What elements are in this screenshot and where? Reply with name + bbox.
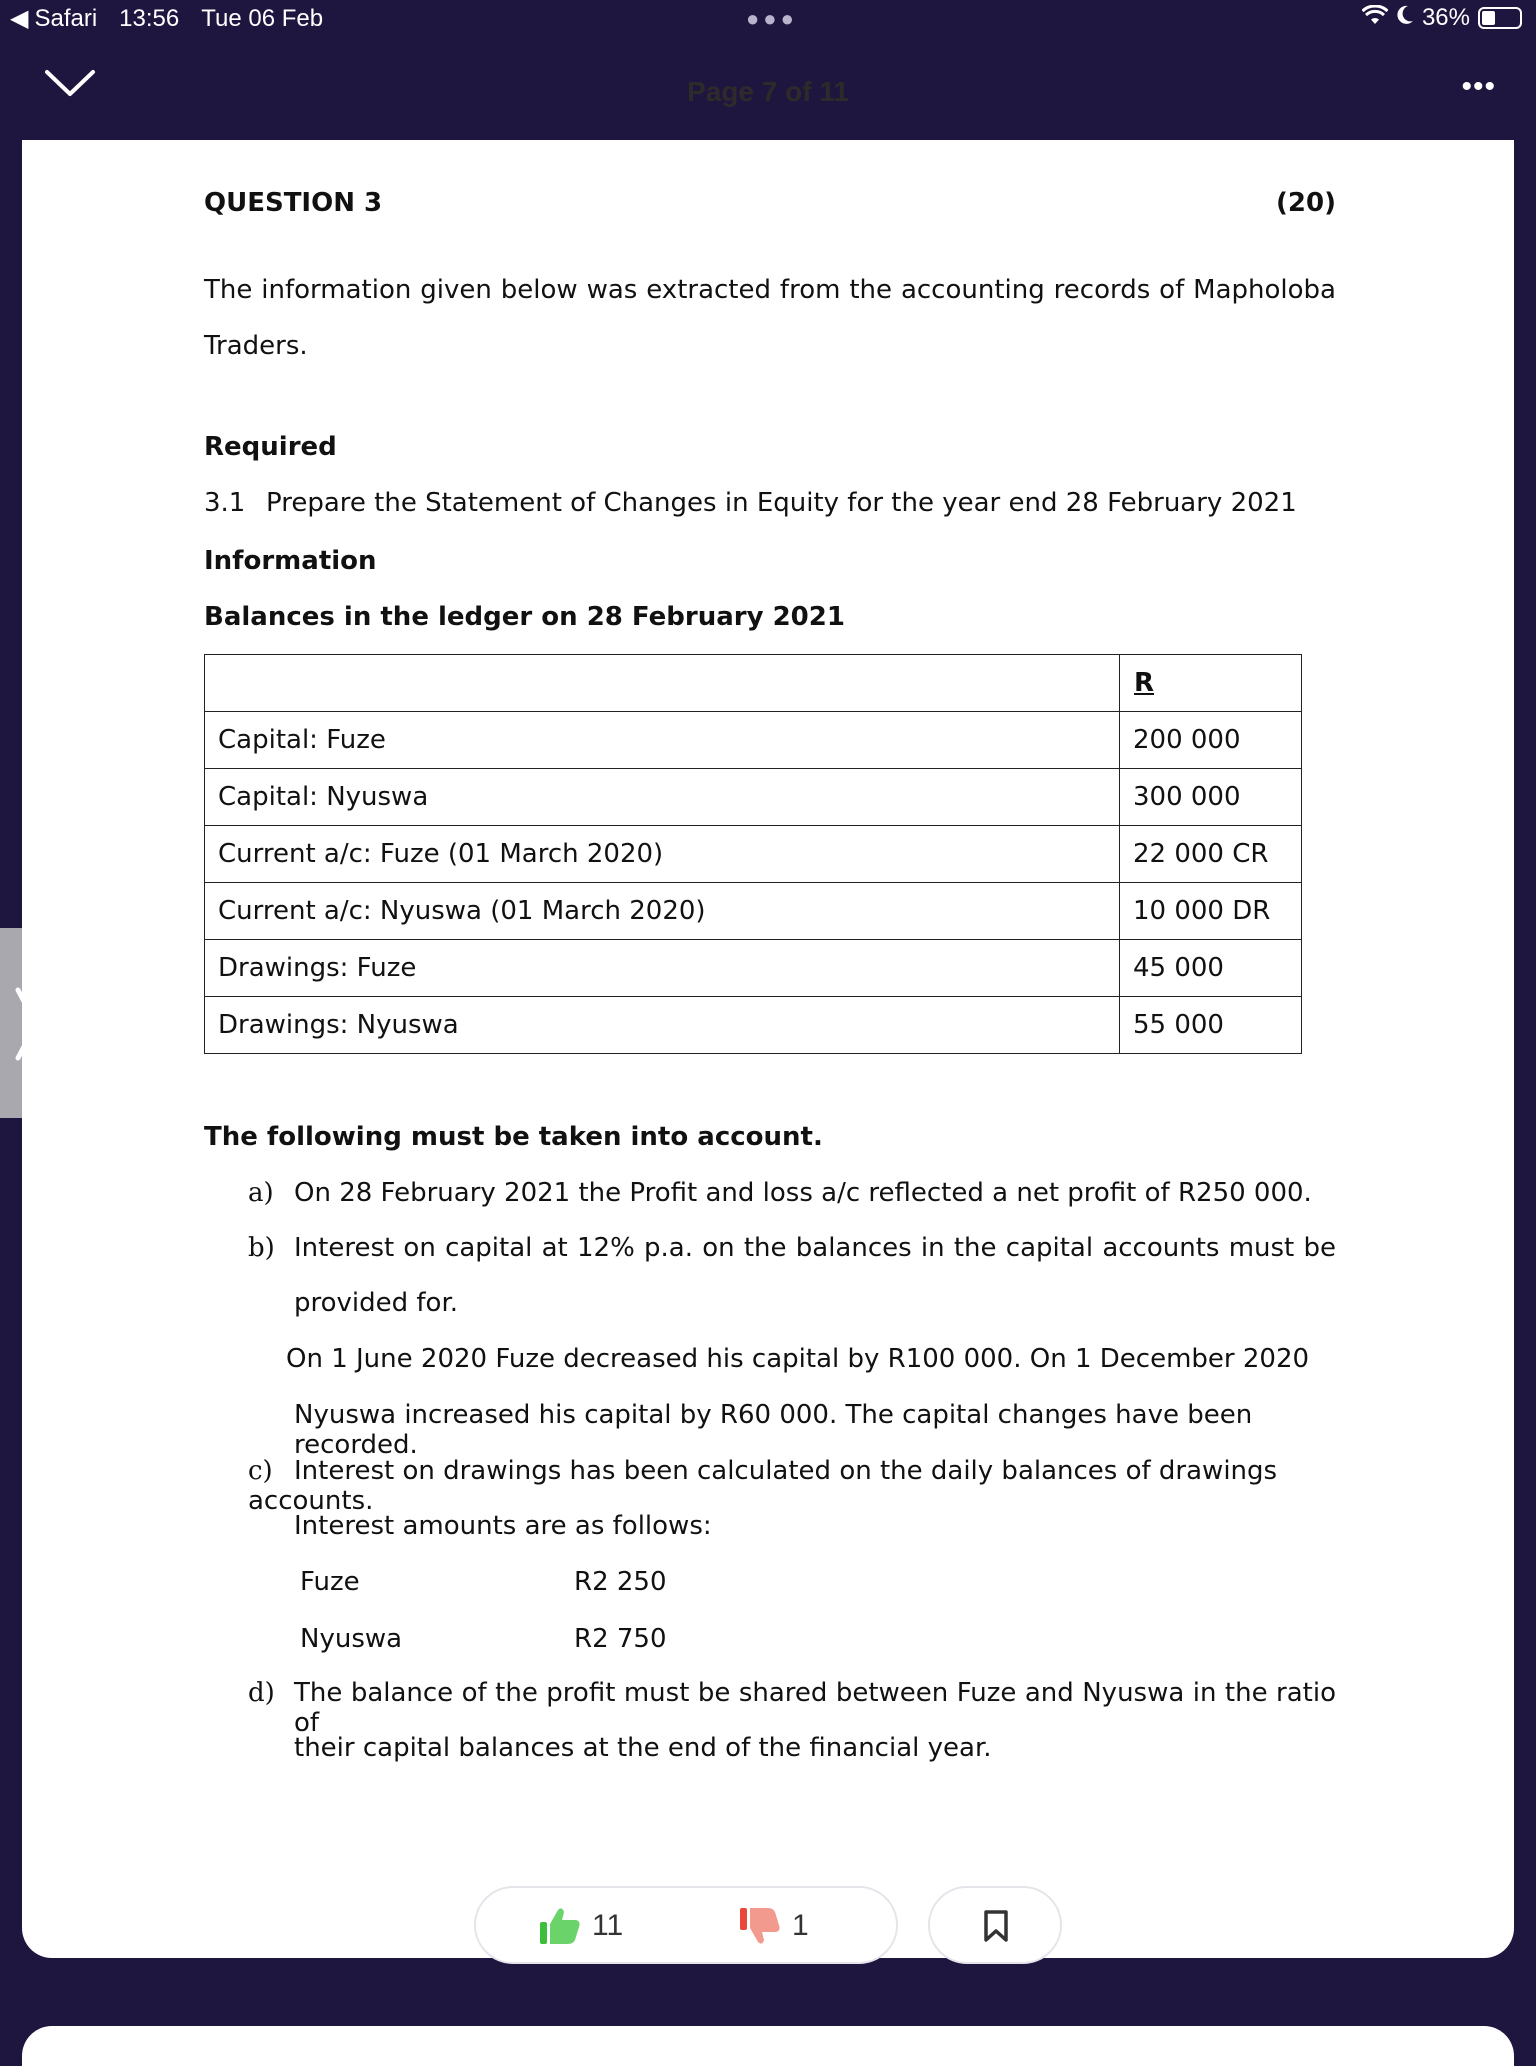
point-d-line1: The balance of the profit must be shared between Fuze and Nyuswa in the ratio of <box>294 1678 1336 1738</box>
balances-heading: Balances in the ledger on 28 February 2021 <box>204 602 845 632</box>
multitasking-dots-icon[interactable]: ●●● <box>746 6 798 31</box>
point-a-text: On 28 February 2021 the Profit and loss a/c reflected a net profit of R250 000. <box>294 1178 1312 1208</box>
bookmark-icon <box>982 1910 1010 1942</box>
status-time: 13:56 <box>119 4 180 32</box>
ledger-item: Current a/c: Nyuswa (01 March 2020) <box>205 883 1120 940</box>
battery-fill <box>1482 11 1495 25</box>
ledger-amount: 10 000 DR <box>1120 883 1302 940</box>
back-app-label: Safari <box>34 4 98 32</box>
point-d-label: d) <box>248 1678 275 1708</box>
dislike-button[interactable] <box>738 1906 809 1946</box>
point-c <box>248 1456 1336 1516</box>
ledger-item: Capital: Fuze <box>205 712 1120 769</box>
ledger-item: Capital: Nyuswa <box>205 769 1120 826</box>
information-label: Information <box>204 546 377 576</box>
point-c-line1: Interest on drawings has been calculated on the daily balances of drawings accounts. <box>248 1456 1278 1516</box>
thumbs-up-icon <box>538 1906 582 1946</box>
ledger-amount: 22 000 CR <box>1120 826 1302 883</box>
like-button[interactable] <box>538 1906 623 1946</box>
like-count: 11 <box>592 1909 624 1942</box>
account-heading: The following must be taken into account. <box>204 1122 823 1152</box>
ledger-amount: 55 000 <box>1120 997 1302 1054</box>
table-header-row <box>205 655 1302 712</box>
point-b-label: b) <box>248 1233 275 1263</box>
point-b-line3: On 1 June 2020 Fuze decreased his capital by R100 000. On 1 December 2020 <box>286 1344 1310 1374</box>
thumbs-down-icon <box>738 1906 782 1946</box>
table-row <box>205 826 1302 883</box>
moon-icon <box>1396 4 1414 32</box>
point-d <box>248 1678 294 1708</box>
task-line <box>204 488 1297 518</box>
ledger-item: Drawings: Fuze <box>205 940 1120 997</box>
table-row <box>205 883 1302 940</box>
interest-nyuswa-amount: R2 750 <box>574 1624 667 1654</box>
interest-fuze-amount: R2 250 <box>574 1567 667 1597</box>
required-label: Required <box>204 432 337 462</box>
page-indicator: Page 7 of 11 <box>687 76 849 107</box>
intro-text: The information given below was extracted from the accounting records of Mapholoba Traders. <box>204 275 1336 361</box>
table-row <box>205 769 1302 826</box>
task-number: 3.1 <box>204 488 246 518</box>
ledger-amount: 300 000 <box>1120 769 1302 826</box>
point-c-line2: Interest amounts are as follows: <box>294 1511 712 1541</box>
table-row <box>205 712 1302 769</box>
task-text: Prepare the Statement of Changes in Equity for the year end 28 February 2021 <box>266 488 1297 518</box>
table-row <box>205 997 1302 1054</box>
interest-nyuswa-label: Nyuswa <box>300 1624 403 1654</box>
more-options-icon[interactable]: ••• <box>1461 70 1496 103</box>
status-date: Tue 06 Feb <box>201 4 324 32</box>
table-row <box>205 940 1302 997</box>
ledger-item: Current a/c: Fuze (01 March 2020) <box>205 826 1120 883</box>
point-b-line4: Nyuswa increased his capital by R60 000. The capital changes have been recorded. <box>294 1400 1253 1460</box>
point-b <box>248 1233 294 1263</box>
question-heading: QUESTION 3 <box>204 188 383 218</box>
battery-icon <box>1478 7 1522 29</box>
wifi-icon <box>1362 4 1388 32</box>
dislike-count: 1 <box>792 1909 809 1942</box>
back-to-app-button[interactable] <box>10 4 97 33</box>
table-header-blank <box>205 655 1120 712</box>
point-c-label: c) <box>248 1456 273 1486</box>
ledger-amount: 200 000 <box>1120 712 1302 769</box>
vote-bar <box>474 1886 898 1964</box>
status-bar <box>0 0 1536 38</box>
ledger-amount: 45 000 <box>1120 940 1302 997</box>
battery-percent: 36% <box>1421 4 1470 31</box>
interest-fuze-label: Fuze <box>300 1567 360 1597</box>
back-triangle-icon: ◀ <box>10 5 29 32</box>
point-b-line1: Interest on capital at 12% p.a. on the balances in the capital accounts must be <box>294 1233 1336 1263</box>
point-d-line2: their capital balances at the end of the financial year. <box>294 1733 992 1763</box>
ledger-item: Drawings: Nyuswa <box>205 997 1120 1054</box>
currency-header: R <box>1120 655 1302 712</box>
question-marks: (20) <box>1276 188 1336 218</box>
point-b-line2: provided for. <box>294 1288 459 1318</box>
next-card-edge <box>22 2026 1514 2066</box>
point-a <box>248 1178 1312 1208</box>
point-a-label: a) <box>248 1178 274 1208</box>
bookmark-button[interactable] <box>928 1886 1062 1964</box>
ledger-table <box>204 654 1302 1054</box>
